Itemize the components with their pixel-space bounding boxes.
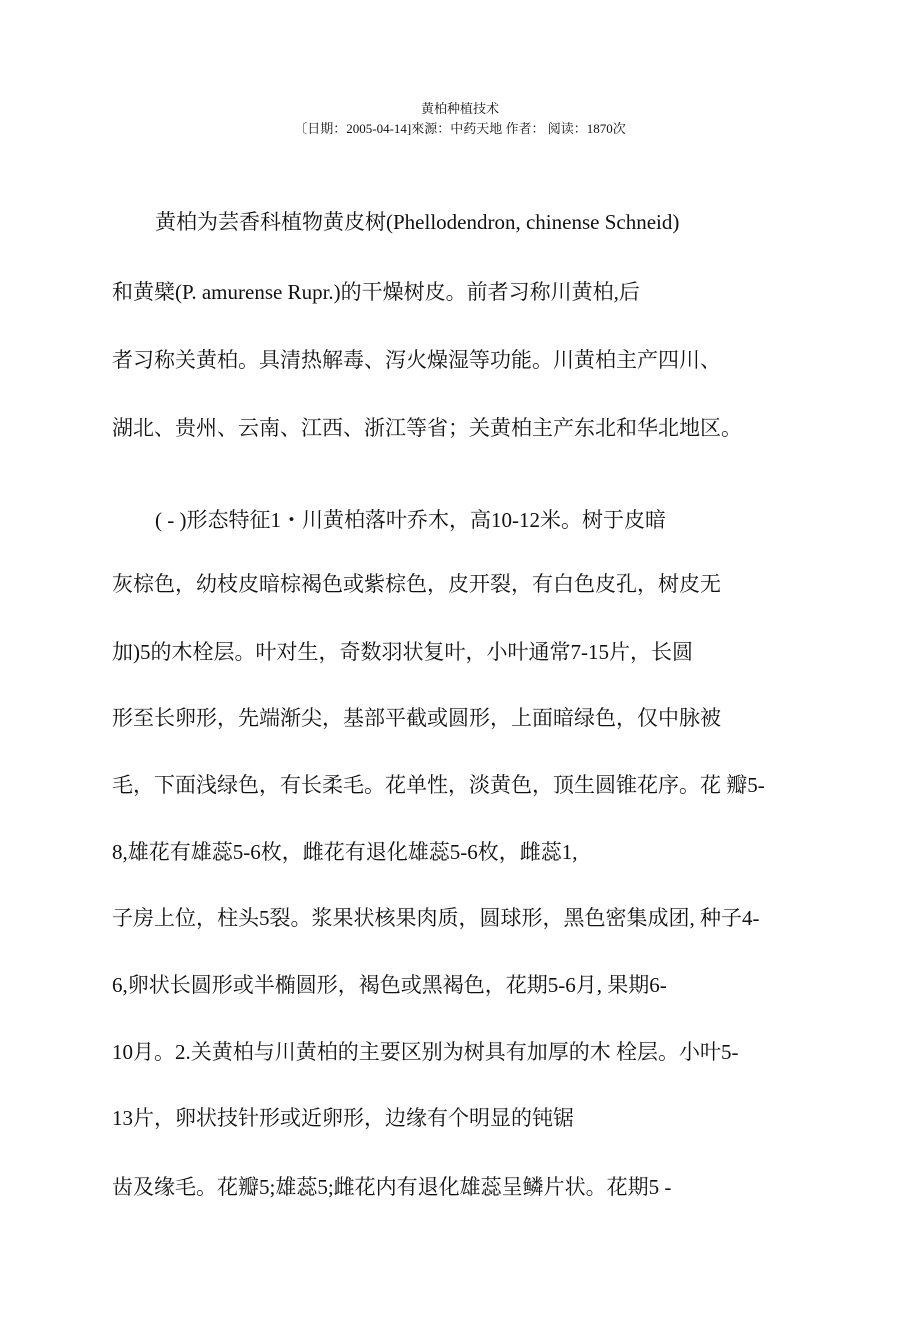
document-meta: 〔日期：2005-04-14]來源：中药天地 作者： 阅读：1870次 xyxy=(294,121,626,136)
paragraph-line: 灰棕色，幼枝皮暗棕褐色或紫棕色，皮开裂，有白色皮孔，树皮无 xyxy=(112,572,721,596)
paragraph-line: 8,雄花有雄蕊5-6枚，雌花有退化雄蕊5-6枚，雌蕊1, xyxy=(112,840,578,864)
paragraph-line: 毛，下面浅绿色，有长柔毛。花单性，淡黄色，顶生圆锥花序。花 瓣5- xyxy=(112,773,765,797)
paragraph-line: 和黄檗(P. amurense Rupr.)的干燥树皮。前者习称川黄柏,后 xyxy=(112,280,640,304)
paragraph-line: 子房上位，柱头5裂。浆果状核果肉质，圆球形，黑色密集成团, 种子4- xyxy=(112,906,760,930)
paragraph-line: ( - )形态特征1・川黄柏落叶乔木，高10-12米。树于皮暗 xyxy=(155,508,666,532)
paragraph-line: 形至长卵形，先端渐尖，基部平截或圆形，上面暗绿色，仅中脉被 xyxy=(112,706,721,730)
paragraph-line: 13片，卵状技针形或近卵形，边缘有个明显的钝锯 xyxy=(112,1106,574,1130)
paragraph-line: 湖北、贵州、云南、江西、浙江等省；关黄柏主产东北和华北地区。 xyxy=(112,416,742,440)
paragraph-line: 者习称关黄柏。具清热解毒、泻火燥湿等功能。川黄柏主产四川、 xyxy=(112,348,721,372)
paragraph-line: 10月。2.关黄柏与川黄柏的主要区别为树具有加厚的木 栓层。小叶5- xyxy=(112,1040,739,1064)
paragraph-line: 齿及缘毛。花瓣5;雄蕊5;雌花内有退化雄蕊呈鳞片状。花期5 - xyxy=(112,1175,672,1199)
paragraph-line: 加)5的木栓层。叶对生，奇数羽状复叶，小叶通常7-15片，长圆 xyxy=(112,640,693,664)
paragraph-line: 黄柏为芸香科植物黄皮树(Phellodendron, chinense Schneid) xyxy=(155,210,680,234)
document-title: 黄柏种植技术 xyxy=(420,101,499,116)
paragraph-line: 6,卵状长圆形或半椭圆形，褐色或黑褐色，花期5-6月, 果期6- xyxy=(112,973,667,997)
